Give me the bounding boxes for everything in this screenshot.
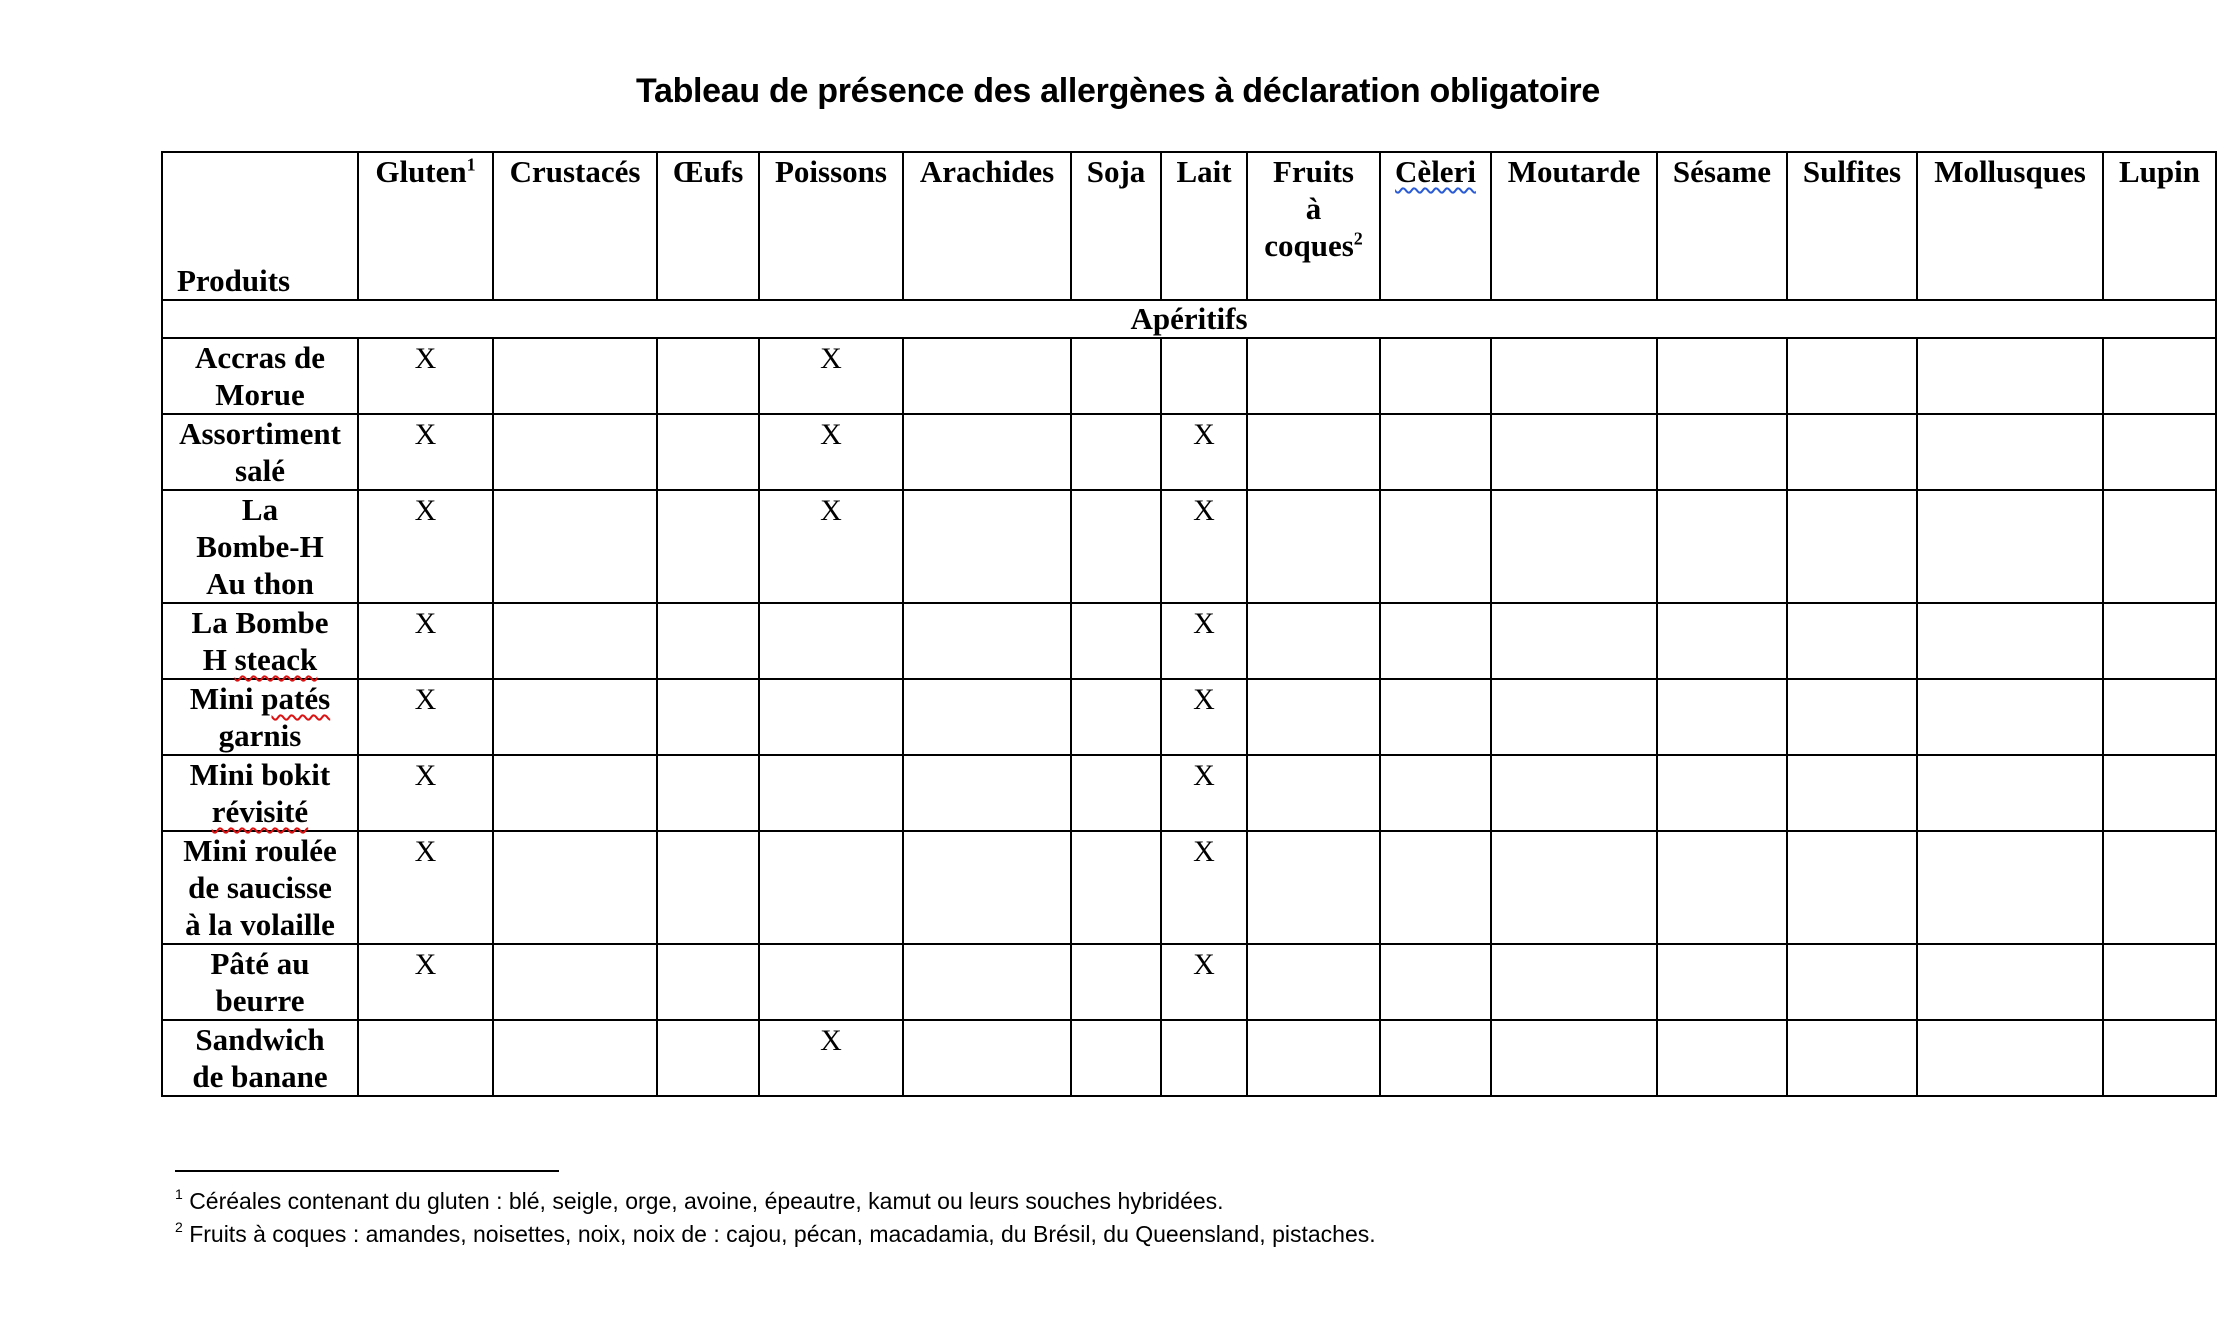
allergen-cell bbox=[903, 831, 1071, 944]
allergen-cell bbox=[1071, 679, 1161, 755]
column-header-text: Poissons bbox=[775, 154, 887, 189]
allergen-cell bbox=[759, 1020, 903, 1096]
footnote-1 bbox=[175, 1188, 1224, 1215]
column-header-5 bbox=[1071, 152, 1161, 300]
allergen-cell bbox=[657, 679, 759, 755]
column-header-text: Mollusques bbox=[1934, 154, 2086, 189]
column-header-text: Cèleri bbox=[1395, 154, 1476, 189]
allergen-cell bbox=[1657, 1020, 1787, 1096]
allergen-cell bbox=[1161, 679, 1247, 755]
footnote-separator bbox=[175, 1170, 559, 1172]
column-header-0 bbox=[358, 152, 493, 300]
table-row bbox=[162, 338, 2216, 414]
column-header-10 bbox=[1657, 152, 1787, 300]
column-header-text: Œufs bbox=[672, 154, 744, 189]
allergen-mark: X bbox=[1193, 835, 1215, 868]
allergen-cell bbox=[1657, 755, 1787, 831]
section-row bbox=[162, 300, 2216, 338]
column-header-text: Lupin bbox=[2118, 154, 2200, 189]
allergen-mark: X bbox=[414, 835, 437, 868]
allergen-cell bbox=[2103, 831, 2216, 944]
allergen-cell bbox=[657, 414, 759, 490]
allergen-cell bbox=[1071, 338, 1161, 414]
column-header-13 bbox=[2103, 152, 2216, 300]
allergen-cell bbox=[2103, 603, 2216, 679]
footnote-2 bbox=[175, 1221, 1376, 1248]
column-header-text: Fruits bbox=[1273, 154, 1354, 189]
allergen-mark: X bbox=[1193, 607, 1215, 640]
allergen-cell bbox=[1071, 414, 1161, 490]
allergen-cell bbox=[759, 414, 903, 490]
footnote-2-number: 2 bbox=[175, 1219, 183, 1235]
allergen-cell bbox=[493, 603, 657, 679]
allergen-cell bbox=[1071, 1020, 1161, 1096]
column-header-text: coques bbox=[1264, 228, 1354, 263]
allergen-cell bbox=[759, 338, 903, 414]
allergen-cell bbox=[1161, 944, 1247, 1020]
allergen-cell bbox=[657, 755, 759, 831]
allergen-cell bbox=[903, 944, 1071, 1020]
allergen-cell bbox=[2103, 755, 2216, 831]
allergen-mark: X bbox=[414, 607, 437, 640]
column-header-11 bbox=[1787, 152, 1917, 300]
allergen-cell bbox=[1491, 755, 1657, 831]
table-row bbox=[162, 603, 2216, 679]
allergen-cell bbox=[657, 338, 759, 414]
allergen-cell bbox=[1161, 603, 1247, 679]
allergen-cell bbox=[2103, 338, 2216, 414]
allergen-cell bbox=[1917, 338, 2103, 414]
column-header-7 bbox=[1247, 152, 1380, 300]
allergen-cell bbox=[657, 944, 759, 1020]
allergen-cell bbox=[1491, 338, 1657, 414]
allergen-cell bbox=[903, 414, 1071, 490]
allergen-cell bbox=[358, 679, 493, 755]
product-name: Pâté au beurre bbox=[162, 944, 358, 1020]
allergen-cell bbox=[903, 1020, 1071, 1096]
spellcheck-underline: patés bbox=[261, 681, 331, 716]
allergen-cell bbox=[1071, 755, 1161, 831]
allergen-cell bbox=[1657, 338, 1787, 414]
column-header-2 bbox=[657, 152, 759, 300]
allergen-cell bbox=[903, 679, 1071, 755]
product-name: Sandwich de banane bbox=[162, 1020, 358, 1096]
allergen-cell bbox=[1161, 1020, 1247, 1096]
allergen-mark: X bbox=[820, 1024, 842, 1057]
allergen-cell bbox=[1917, 831, 2103, 944]
allergen-cell bbox=[1917, 414, 2103, 490]
allergen-cell bbox=[1491, 414, 1657, 490]
allergen-mark: X bbox=[1193, 683, 1215, 716]
allergen-cell bbox=[903, 338, 1071, 414]
allergen-cell bbox=[493, 338, 657, 414]
allergen-cell bbox=[657, 1020, 759, 1096]
column-header-6 bbox=[1161, 152, 1247, 300]
allergen-cell bbox=[1787, 338, 1917, 414]
document-title: Tableau de présence des allergènes à déclaration obligatoire bbox=[636, 72, 1600, 110]
allergen-cell bbox=[1161, 414, 1247, 490]
column-header-text: Sulfites bbox=[1802, 154, 1902, 189]
product-name: La Bombe-H Au thon bbox=[162, 490, 358, 603]
allergen-cell bbox=[903, 755, 1071, 831]
allergen-cell bbox=[493, 490, 657, 603]
allergen-cell bbox=[493, 679, 657, 755]
allergen-cell bbox=[1787, 755, 1917, 831]
allergen-cell bbox=[493, 414, 657, 490]
allergen-mark: X bbox=[414, 342, 437, 375]
footnote-1-text: Céréales contenant du gluten : blé, seigle, orge, avoine, épeautre, kamut ou leurs souches hybridées. bbox=[189, 1188, 1224, 1214]
footnote-ref: 1 bbox=[466, 154, 476, 175]
footnote-2-text: Fruits à coques : amandes, noisettes, noix, noix de : cajou, pécan, macadamia, du Brésil, du Queensland, pistaches. bbox=[189, 1221, 1376, 1247]
allergen-cell bbox=[1161, 755, 1247, 831]
allergen-cell bbox=[358, 603, 493, 679]
allergen-cell bbox=[903, 603, 1071, 679]
allergen-cell bbox=[1787, 414, 1917, 490]
allergen-mark: X bbox=[414, 683, 437, 716]
allergen-cell bbox=[2103, 490, 2216, 603]
column-header-text: Lait bbox=[1176, 154, 1232, 189]
allergen-cell bbox=[1247, 679, 1380, 755]
column-header-text: Moutarde bbox=[1507, 154, 1641, 189]
table-row bbox=[162, 679, 2216, 755]
allergen-cell bbox=[358, 490, 493, 603]
allergen-cell bbox=[493, 944, 657, 1020]
allergen-cell bbox=[759, 490, 903, 603]
allergen-cell bbox=[1380, 603, 1491, 679]
column-header-9 bbox=[1491, 152, 1657, 300]
allergen-cell bbox=[1917, 679, 2103, 755]
allergen-cell bbox=[1657, 414, 1787, 490]
spellcheck-underline: révisité bbox=[211, 794, 309, 829]
footnote-1-number: 1 bbox=[175, 1186, 183, 1202]
column-header-4 bbox=[903, 152, 1071, 300]
allergen-cell bbox=[657, 831, 759, 944]
allergen-cell bbox=[1380, 338, 1491, 414]
allergen-cell bbox=[1787, 603, 1917, 679]
allergen-cell bbox=[1657, 831, 1787, 944]
table-row bbox=[162, 831, 2216, 944]
allergen-cell bbox=[1247, 414, 1380, 490]
allergen-cell bbox=[358, 338, 493, 414]
allergen-cell bbox=[1161, 831, 1247, 944]
allergen-cell bbox=[1247, 755, 1380, 831]
column-header-text: Gluten bbox=[375, 154, 467, 189]
allergen-cell bbox=[493, 831, 657, 944]
allergen-cell bbox=[1917, 1020, 2103, 1096]
allergen-cell bbox=[2103, 944, 2216, 1020]
allergen-cell bbox=[1657, 679, 1787, 755]
column-header-text: Crustacés bbox=[509, 154, 641, 189]
header-row bbox=[162, 152, 2216, 300]
allergen-cell bbox=[1247, 944, 1380, 1020]
allergen-cell bbox=[2103, 1020, 2216, 1096]
allergen-mark: X bbox=[414, 759, 437, 792]
product-name: Mini patés garnis bbox=[162, 679, 358, 755]
allergen-cell bbox=[1491, 831, 1657, 944]
allergen-cell bbox=[1380, 414, 1491, 490]
allergen-cell bbox=[1787, 679, 1917, 755]
allergen-cell bbox=[657, 490, 759, 603]
allergen-cell bbox=[1491, 679, 1657, 755]
product-name: Mini roulée de saucisse à la volaille bbox=[162, 831, 358, 944]
allergen-cell bbox=[1380, 944, 1491, 1020]
product-name: Assortiment salé bbox=[162, 414, 358, 490]
allergen-cell bbox=[1247, 1020, 1380, 1096]
table-row bbox=[162, 414, 2216, 490]
allergen-cell bbox=[2103, 679, 2216, 755]
allergen-cell bbox=[1917, 944, 2103, 1020]
allergen-cell bbox=[1917, 490, 2103, 603]
table-row bbox=[162, 755, 2216, 831]
allergen-cell bbox=[1380, 490, 1491, 603]
table-row bbox=[162, 1020, 2216, 1096]
allergen-cell bbox=[1917, 603, 2103, 679]
allergen-cell bbox=[1491, 944, 1657, 1020]
allergen-cell bbox=[1917, 755, 2103, 831]
allergen-cell bbox=[358, 831, 493, 944]
allergen-cell bbox=[1247, 338, 1380, 414]
allergen-cell bbox=[1787, 831, 1917, 944]
allergen-mark: X bbox=[414, 494, 437, 527]
allergen-mark: X bbox=[820, 418, 842, 451]
allergen-cell bbox=[759, 603, 903, 679]
allergen-mark: X bbox=[820, 342, 842, 375]
allergen-cell bbox=[1380, 755, 1491, 831]
allergen-cell bbox=[1071, 831, 1161, 944]
column-header-text: à bbox=[1305, 191, 1322, 226]
allergen-cell bbox=[1380, 1020, 1491, 1096]
spellcheck-underline: steack bbox=[234, 642, 318, 677]
column-header-text: Sésame bbox=[1672, 154, 1772, 189]
allergen-cell bbox=[1380, 831, 1491, 944]
allergen-cell bbox=[493, 1020, 657, 1096]
allergen-mark: X bbox=[414, 948, 437, 981]
allergen-cell bbox=[759, 679, 903, 755]
allergen-table bbox=[161, 151, 2217, 1097]
section-label: Apéritifs bbox=[162, 300, 2216, 338]
allergen-cell bbox=[358, 755, 493, 831]
allergen-cell bbox=[1071, 603, 1161, 679]
allergen-cell bbox=[1247, 603, 1380, 679]
allergen-cell bbox=[2103, 414, 2216, 490]
product-name: La Bombe H steack bbox=[162, 603, 358, 679]
allergen-cell bbox=[1071, 490, 1161, 603]
allergen-cell bbox=[1657, 490, 1787, 603]
allergen-mark: X bbox=[820, 494, 842, 527]
allergen-cell bbox=[1247, 490, 1380, 603]
allergen-cell bbox=[493, 755, 657, 831]
allergen-cell bbox=[1787, 1020, 1917, 1096]
allergen-cell bbox=[903, 490, 1071, 603]
allergen-mark: X bbox=[1193, 418, 1215, 451]
allergen-cell bbox=[1247, 831, 1380, 944]
allergen-cell bbox=[1657, 603, 1787, 679]
allergen-cell bbox=[657, 603, 759, 679]
table-row bbox=[162, 490, 2216, 603]
allergen-mark: X bbox=[1193, 759, 1215, 792]
product-name: Mini bokit révisité bbox=[162, 755, 358, 831]
allergen-cell bbox=[759, 831, 903, 944]
product-name: Accras de Morue bbox=[162, 338, 358, 414]
allergen-mark: X bbox=[1193, 948, 1215, 981]
column-header-text: Arachides bbox=[919, 154, 1055, 189]
allergen-cell bbox=[1787, 490, 1917, 603]
allergen-cell bbox=[1380, 679, 1491, 755]
column-header-3 bbox=[759, 152, 903, 300]
allergen-cell bbox=[358, 944, 493, 1020]
products-header: Produits bbox=[162, 152, 358, 300]
column-header-text: Soja bbox=[1086, 154, 1146, 189]
allergen-cell bbox=[759, 755, 903, 831]
allergen-cell bbox=[1787, 944, 1917, 1020]
allergen-mark: X bbox=[414, 418, 437, 451]
allergen-cell bbox=[1161, 338, 1247, 414]
allergen-cell bbox=[1491, 603, 1657, 679]
table-row bbox=[162, 944, 2216, 1020]
column-header-8 bbox=[1380, 152, 1491, 300]
allergen-cell bbox=[1071, 944, 1161, 1020]
allergen-cell bbox=[1657, 944, 1787, 1020]
allergen-cell bbox=[1491, 1020, 1657, 1096]
allergen-cell bbox=[358, 414, 493, 490]
allergen-cell bbox=[759, 944, 903, 1020]
allergen-cell bbox=[1161, 490, 1247, 603]
footnote-ref: 2 bbox=[1353, 228, 1363, 249]
allergen-cell bbox=[358, 1020, 493, 1096]
allergen-mark: X bbox=[1193, 494, 1215, 527]
allergen-cell bbox=[1491, 490, 1657, 603]
column-header-12 bbox=[1917, 152, 2103, 300]
column-header-1 bbox=[493, 152, 657, 300]
